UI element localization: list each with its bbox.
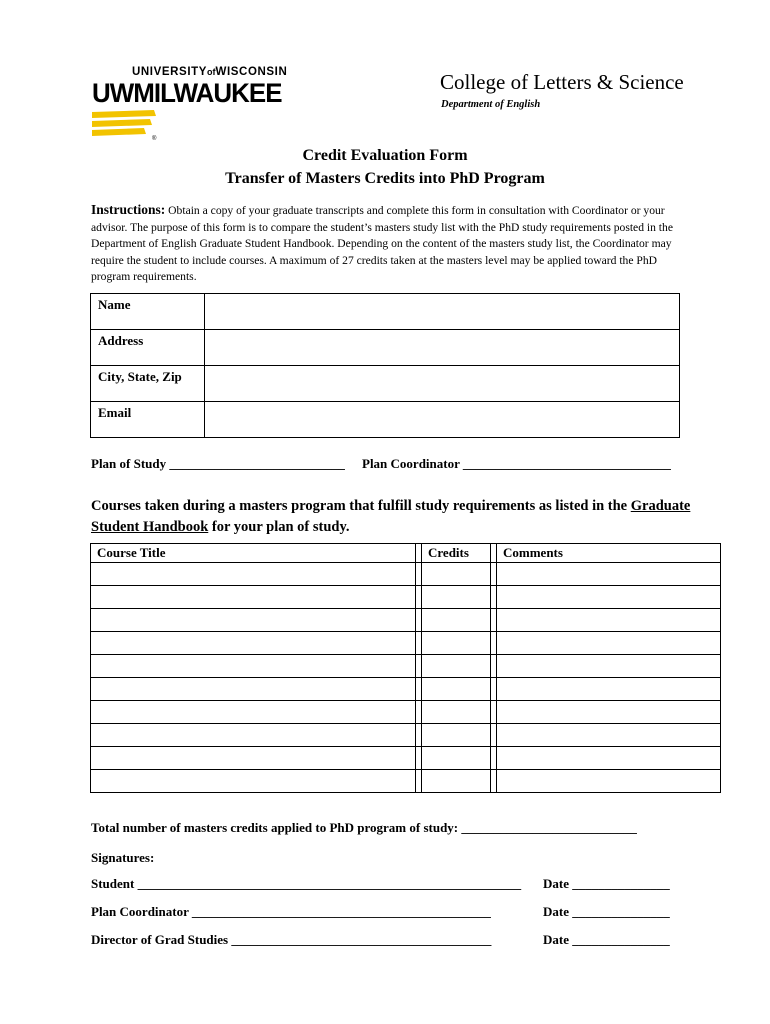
director-signature-line[interactable]: Director of Grad Studies ________________________________________ (91, 932, 492, 947)
course-title-cell[interactable] (91, 724, 416, 747)
course-title-cell[interactable] (91, 747, 416, 770)
course-title-cell[interactable] (91, 563, 416, 586)
signatures-heading: Signatures: (91, 850, 155, 865)
courses-heading-text: Courses taken during a masters program that fulfill study requirements as listed in the (91, 498, 628, 514)
table-row (91, 678, 721, 701)
course-title-cell[interactable] (91, 655, 416, 678)
total-credits-field[interactable]: Total number of masters credits applied to PhD program of study: ___________________________ (91, 820, 637, 835)
table-row (91, 632, 721, 655)
email-field[interactable] (205, 402, 680, 438)
credits-cell[interactable] (422, 563, 491, 586)
logo-university-line: UNIVERSITYofWISCONSIN (132, 66, 288, 78)
table-row (91, 770, 721, 793)
courses-heading-suffix: for your plan of study. (208, 519, 350, 535)
student-date-line[interactable]: Date _______________ (543, 876, 670, 891)
table-row (91, 701, 721, 724)
email-label: Email (91, 402, 205, 438)
handbook-link[interactable]: Graduate Student Handbook (91, 498, 691, 535)
header-credits: Credits (422, 544, 491, 563)
credits-cell[interactable] (422, 632, 491, 655)
info-row-address (91, 330, 680, 366)
credits-cell[interactable] (422, 747, 491, 770)
course-title-cell[interactable] (91, 701, 416, 724)
city-state-zip-label: City, State, Zip (91, 366, 205, 402)
address-field[interactable] (205, 330, 680, 366)
credits-cell[interactable] (422, 655, 491, 678)
info-row-city-state-zip (91, 366, 680, 402)
credits-cell[interactable] (422, 586, 491, 609)
comments-cell[interactable] (497, 586, 721, 609)
name-label: Name (91, 294, 205, 330)
credits-cell[interactable] (422, 701, 491, 724)
comments-cell[interactable] (497, 770, 721, 793)
table-row (91, 724, 721, 747)
header-comments: Comments (497, 544, 721, 563)
table-row (91, 586, 721, 609)
course-title-cell[interactable] (91, 609, 416, 632)
courses-table (90, 543, 721, 793)
instructions (91, 202, 691, 286)
department-name: Department of English (441, 99, 541, 110)
course-title-cell[interactable] (91, 678, 416, 701)
personal-info-table (90, 293, 680, 438)
plan-of-study-field[interactable]: Plan of Study ___________________________ (91, 456, 345, 471)
table-row (91, 655, 721, 678)
comments-cell[interactable] (497, 563, 721, 586)
student-signature-line[interactable]: Student ___________________________________________________________ (91, 876, 522, 891)
comments-cell[interactable] (497, 747, 721, 770)
comments-cell[interactable] (497, 632, 721, 655)
coordinator-signature-line[interactable]: Plan Coordinator ______________________________________________ (91, 904, 491, 919)
credits-cell[interactable] (422, 678, 491, 701)
form-title: Credit Evaluation Form (302, 147, 468, 164)
courses-header-row (91, 544, 721, 563)
address-label: Address (91, 330, 205, 366)
coordinator-date-line[interactable]: Date _______________ (543, 904, 670, 919)
instructions-label: Instructions: (91, 202, 166, 217)
logo-uwm-wordmark: UWMILWAUKEE (92, 78, 282, 108)
form-subtitle: Transfer of Masters Credits into PhD Program (225, 170, 545, 187)
table-row (91, 609, 721, 632)
comments-cell[interactable] (497, 701, 721, 724)
comments-cell[interactable] (497, 655, 721, 678)
course-title-cell[interactable] (91, 586, 416, 609)
director-date-line[interactable]: Date _______________ (543, 932, 670, 947)
instructions-text: Obtain a copy of your graduate transcripts and complete this form in consultation with Coordinator or your advisor. The purpose of this form is to compare the student’s masters study list with the PhD study requirements posted in the Department of English Graduate Student Handbook. Depending on the content of the masters study list, the Coordinator may require the student to include courses. A maximum of 27 credits taken at the masters level may be applied toward the PhD program requirements. (91, 204, 673, 283)
credits-cell[interactable] (422, 609, 491, 632)
course-title-cell[interactable] (91, 770, 416, 793)
comments-cell[interactable] (497, 609, 721, 632)
info-row-name (91, 294, 680, 330)
comments-cell[interactable] (497, 724, 721, 747)
courses-heading (91, 496, 711, 538)
name-field[interactable] (205, 294, 680, 330)
header-course-title: Course Title (91, 544, 416, 563)
comments-cell[interactable] (497, 678, 721, 701)
table-row (91, 563, 721, 586)
svg-text:®: ® (152, 136, 157, 140)
uwm-logo (92, 66, 304, 138)
plan-coordinator-field[interactable]: Plan Coordinator ________________________________ (362, 456, 671, 471)
course-title-cell[interactable] (91, 632, 416, 655)
logo-gold-bars-icon (92, 110, 162, 140)
credits-cell[interactable] (422, 770, 491, 793)
credits-cell[interactable] (422, 724, 491, 747)
info-row-email (91, 402, 680, 438)
table-row (91, 747, 721, 770)
college-name: College of Letters & Science (440, 70, 684, 94)
city-state-zip-field[interactable] (205, 366, 680, 402)
